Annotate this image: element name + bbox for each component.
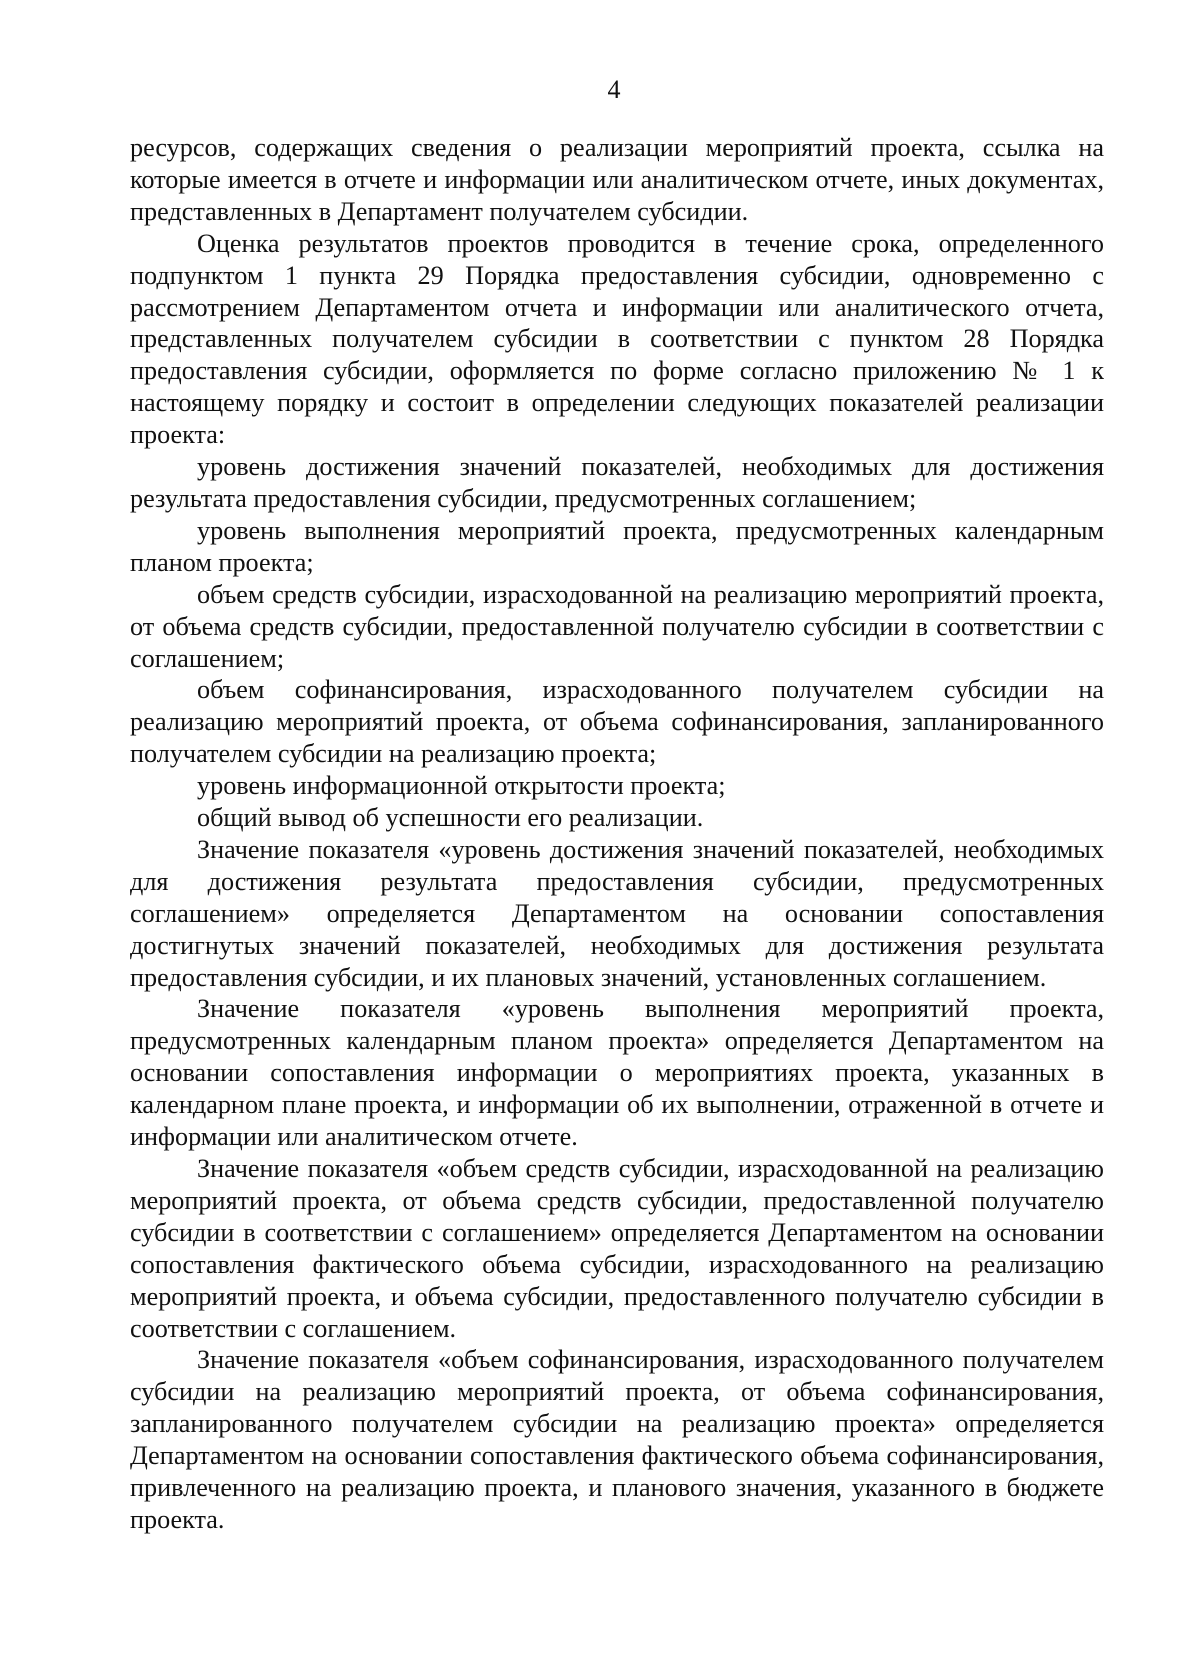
list-item-cofinancing-spent: объем софинансирования, израсходованного получателем субсидии на реализацию мероприятий проекта, от объема софинансирования, запланированного получателем субсидии на реализацию проекта; xyxy=(130,675,1104,769)
paragraph-evaluation-procedure: Оценка результатов проектов проводится в течение срока, определенного подпунктом 1 пункта 29 Порядка предоставления субсидии, одновременно с рассмотрением Департаментом отчета и информации или аналитического отчета, представленных получателем субсидии в соответствии с пунктом 28 Порядка предоставления субсидии, оформляется по форме согласно приложению № 1 к настоящему порядку и состоит в определении следующих показателей реализации проекта: xyxy=(130,228,1104,450)
paragraph-activities-completion-value: Значение показателя «уровень выполнения мероприятий проекта, предусмотренных календарным планом проекта» определяется Департаментом на основании сопоставления информации о мероприятиях проекта, указанных в календарном плане проекта, и информации об их выполнении, отраженной в отчете и информации или аналитическом отчете. xyxy=(130,994,1104,1152)
list-item-activities-completion: уровень выполнения мероприятий проекта, предусмотренных календарным планом проекта; xyxy=(130,515,1104,577)
list-item-information-openness: уровень информационной открытости проекта; xyxy=(197,771,726,801)
paragraph-subsidy-spent-value: Значение показателя «объем средств субсидии, израсходованной на реализацию мероприятий проекта, от объема средств субсидии, предоставленной получателю субсидии в соответствии с соглашением» определяется Департаментом на основании сопоставления фактического объема субсидии, израсходованного на реализацию мероприятий проекта, и объема субсидии, предоставленного получателю субсидии в соответствии с соглашением. xyxy=(130,1154,1104,1343)
list-item-general-conclusion: общий вывод об успешности его реализации. xyxy=(197,803,704,833)
list-item-indicator-achievement: уровень достижения значений показателей, необходимых для достижения результата предоставления субсидии, предусмотренных соглашением; xyxy=(130,452,1104,513)
document-body xyxy=(130,132,1104,1536)
paragraph-cofinancing-spent-value: Значение показателя «объем софинансирования, израсходованного получателем субсидии на реализацию мероприятий проекта, от объема софинансирования, запланированного получателем субсидии на реализацию проекта» определяется Департаментом на основании сопоставления фактического объема софинансирования, привлеченного на реализацию проекта, и планового значения, указанного в бюджете проекта. xyxy=(130,1345,1104,1534)
paragraph-indicator-achievement-value: Значение показателя «уровень достижения значений показателей, необходимых для достижения результата предоставления субсидии, предусмотренных соглашением» определяется Департаментом на основании сопоставления достигнутых значений показателей, необходимых для достижения результата предоставления субсидии, и их плановых значений, установленных соглашением. xyxy=(130,834,1104,992)
page-number: 4 xyxy=(607,75,621,104)
paragraph-continuation: ресурсов, содержащих сведения о реализации мероприятий проекта, ссылка на которые имеется в отчете и информации или аналитическом отчете, иных документах, представленных в Департамент получателем субсидии. xyxy=(130,133,1104,226)
list-item-subsidy-spent: объем средств субсидии, израсходованной на реализацию мероприятий проекта, от объема средств субсидии, предоставленной получателю субсидии в соответствии с соглашением; xyxy=(130,579,1104,673)
